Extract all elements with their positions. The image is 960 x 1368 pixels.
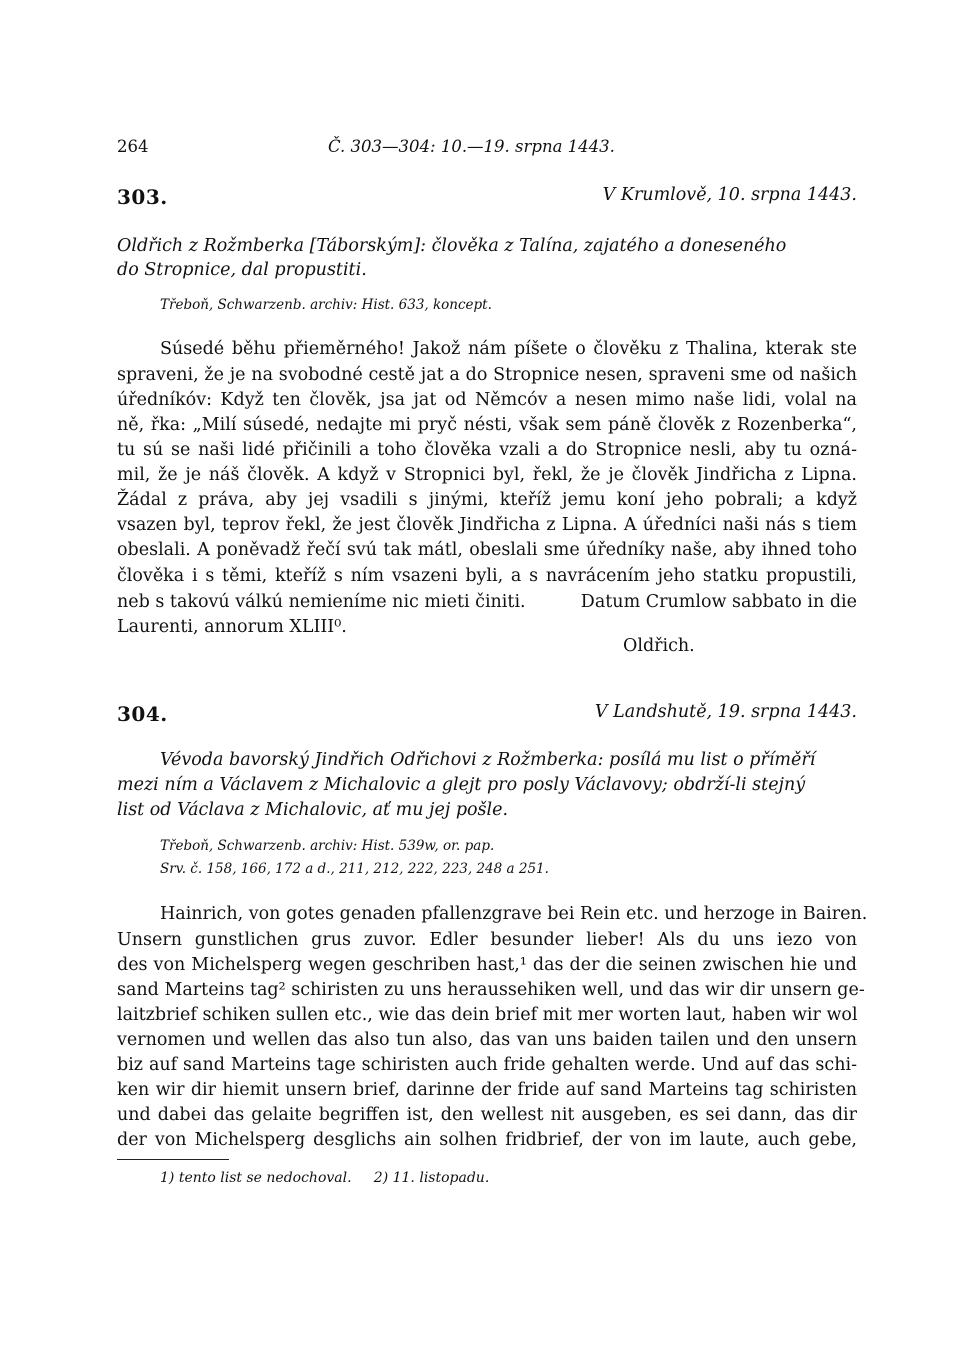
page-number: 264 xyxy=(117,137,149,156)
running-title: Č. 303—304: 10.—19. srpna 1443. xyxy=(328,137,615,156)
summary-304-line: Vévoda bavorský Jindřich Odřichovi z Rožmberka: posílá mu list o příměří xyxy=(160,750,816,770)
dateline-304: V Landshutě, 19. srpna 1443. xyxy=(594,702,857,722)
source-304: Třeboň, Schwarzenb. archiv: Hist. 539w, or. pap. xyxy=(160,838,495,854)
text-line: mil, že je náš člověk. A když v Stropnici byl, řekl, že je člověk Jindřicha z Lipna. xyxy=(117,465,857,485)
text-line: vernomen und wellen das also tun also, das van uns baiden tailen und den unsern xyxy=(117,1030,857,1050)
source-303: Třeboň, Schwarzenb. archiv: Hist. 633, koncept. xyxy=(160,297,492,313)
summary-303-line: do Stropnice, dal propustiti. xyxy=(117,260,367,280)
summary-304-line: mezi ním a Václavem z Michalovic a glejt pro posly Václavovy; obdrží-li stejný xyxy=(117,775,806,795)
text-line: biz auf sand Marteins tage schiristen auch fride gehalten werde. Und auf das schi- xyxy=(117,1055,857,1075)
text-line: Laurenti, annorum XLIII⁰. xyxy=(117,617,347,637)
text-line: vsazen byl, teprov řekl, že jest člověk Jindřicha z Lipna. A úředníci naši nás s tiem xyxy=(117,515,857,535)
dateline-303: V Krumlově, 10. srpna 1443. xyxy=(602,185,857,205)
text-line: Žádal z práva, aby jej vsadili s jinými, kteříž jemu koní jeho pobrali; a když xyxy=(117,490,857,510)
signature-303: Oldřich. xyxy=(623,636,695,656)
text-line: obeslali. A poněvadž řečí svú tak mátl, obeslali sme úředníky naše, aby ihned toho xyxy=(117,540,857,560)
text-line: und dabei das gelaite begriffen ist, den wellest nit ausgeben, es sei dann, das dir xyxy=(117,1105,857,1125)
text-line: der von Michelsperg desglichs ain solhen fridbrief, der von im laute, auch gebe, xyxy=(117,1130,857,1150)
summary-304-line: list od Václava z Michalovic, ať mu jej pošle. xyxy=(117,800,509,820)
text-line: Súsedé běhu přieměrného! Jakož nám píšete o člověku z Thalina, kterak ste xyxy=(160,339,857,359)
document-number-303: 303. xyxy=(117,185,168,209)
text-line: sand Marteins tag² schiristen zu uns heraussehiken well, und das wir dir unsern ge- xyxy=(117,980,865,1000)
footnotes: 1) tento list se nedochoval. 2) 11. listopadu. xyxy=(160,1170,490,1186)
footnote-rule xyxy=(117,1159,229,1160)
text-line: spraveni, že je na svobodné cestě jat a do Stropnice nesen, spraveni sme od našich xyxy=(117,365,857,385)
text-line: Unsern gunstlichen grus zuvor. Edler besunder lieber! Als du uns iezo von xyxy=(117,930,857,950)
text-line: člověka i s těmi, kteříž s ním vsazeni byli, a s navrácením jeho statku propustili, xyxy=(117,566,857,586)
text-line: ken wir dir hiemit unsern brief, darinne der fride auf sand Marteins tag schiristen xyxy=(117,1080,857,1100)
text-line: des von Michelsperg wegen geschriben hast,¹ das der die seinen zwischen hie und xyxy=(117,955,857,975)
text-line: laitzbrief schiken sullen etc., wie das dein brief mit mer worten laut, haben wir wol xyxy=(117,1005,858,1025)
datum-clause: Datum Crumlow sabbato in die xyxy=(580,592,857,612)
text-line: neb s takovú válkú nemieníme nic mieti činiti. xyxy=(117,592,526,612)
text-line: úředníkóv: Když ten člověk, jsa jat od Němcóv a nesen mimo naše lidi, volal na xyxy=(117,390,857,410)
text-line: ně, řka: „Milí súsedé, nedajte mi pryč nésti, však sem páně člověk z Rozenberka“, xyxy=(117,415,857,435)
summary-303-line: Oldřich z Rožmberka [Táborským]: člověka z Talína, zajatého a doneseného xyxy=(117,236,787,256)
cross-reference-304: Srv. č. 158, 166, 172 a d., 211, 212, 222, 223, 248 a 251. xyxy=(160,861,549,877)
document-number-304: 304. xyxy=(117,702,168,726)
text-line: Hainrich, von gotes genaden pfallenzgrave bei Rein etc. und herzoge in Bairen. xyxy=(160,904,868,924)
text-line: tu sú se naši lidé přičinili a toho člověka vzali a do Stropnice nesli, aby tu ozná- xyxy=(117,440,857,460)
